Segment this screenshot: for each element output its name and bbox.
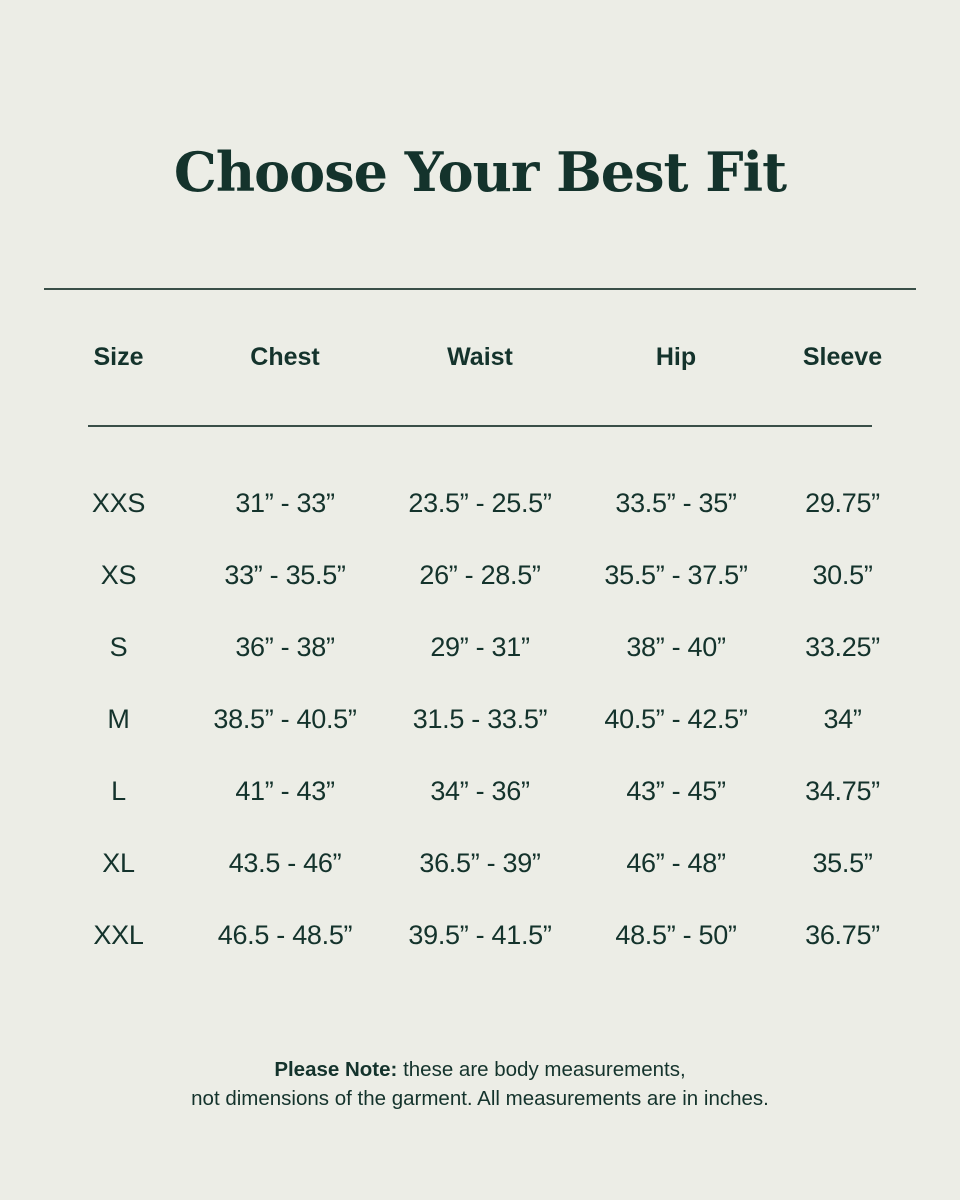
- cell-sleeve: 34”: [823, 703, 862, 734]
- column-header-hip: Hip: [655, 343, 697, 371]
- cell-hip: 35.5” - 37.5”: [604, 559, 748, 590]
- cell-chest: 46.5 - 48.5”: [217, 919, 353, 950]
- table-header-row: [44, 290, 916, 425]
- column-header-size: Size: [93, 343, 144, 371]
- table-row-xxs: [44, 467, 916, 539]
- cell-chest: 36” - 38”: [235, 631, 335, 662]
- cell-chest: 43.5 - 46”: [228, 847, 342, 878]
- column-header-sleeve: Sleeve: [802, 343, 883, 371]
- cell-sleeve: 36.75”: [805, 919, 880, 950]
- cell-sleeve: 30.5”: [812, 559, 873, 590]
- table-row-xs: [44, 539, 916, 611]
- cell-size: M: [107, 703, 130, 734]
- cell-waist: 34” - 36”: [430, 775, 530, 806]
- note-line-2: not dimensions of the garment. All measurements are in inches.: [191, 1087, 769, 1110]
- cell-chest: 41” - 43”: [235, 775, 335, 806]
- table-row-l: [44, 755, 916, 827]
- column-header-waist: Waist: [447, 343, 513, 371]
- table-body: [44, 427, 916, 971]
- size-table: [44, 290, 916, 971]
- cell-hip: 48.5” - 50”: [615, 919, 737, 950]
- cell-chest: 38.5” - 40.5”: [213, 703, 357, 734]
- cell-size: L: [111, 775, 126, 806]
- cell-sleeve: 33.25”: [805, 631, 880, 662]
- cell-size: XL: [102, 847, 135, 878]
- cell-size: XXL: [93, 919, 144, 950]
- column-header-chest: Chest: [250, 343, 320, 371]
- cell-sleeve: 34.75”: [805, 775, 880, 806]
- cell-waist: 31.5 - 33.5”: [412, 703, 548, 734]
- cell-waist: 23.5” - 25.5”: [408, 487, 552, 518]
- note-line-1-text: these are body measurements,: [397, 1058, 686, 1081]
- cell-waist: 36.5” - 39”: [419, 847, 541, 878]
- cell-hip: 38” - 40”: [626, 631, 726, 662]
- table-row-s: [44, 611, 916, 683]
- cell-sleeve: 35.5”: [812, 847, 873, 878]
- cell-size: XS: [100, 559, 137, 590]
- cell-sleeve: 29.75”: [805, 487, 880, 518]
- cell-chest: 33” - 35.5”: [224, 559, 346, 590]
- cell-chest: 31” - 33”: [235, 487, 335, 518]
- table-row-m: [44, 683, 916, 755]
- note-line-1: [0, 1055, 960, 1084]
- cell-hip: 40.5” - 42.5”: [604, 703, 748, 734]
- table-row-xxl: [44, 899, 916, 971]
- cell-hip: 46” - 48”: [626, 847, 726, 878]
- cell-size: S: [109, 631, 128, 662]
- cell-waist: 26” - 28.5”: [419, 559, 541, 590]
- cell-waist: 39.5” - 41.5”: [408, 919, 552, 950]
- measurement-note: [0, 1055, 960, 1113]
- cell-hip: 43” - 45”: [626, 775, 726, 806]
- cell-size: XXS: [91, 487, 146, 518]
- note-label: Please Note:: [274, 1058, 398, 1081]
- page-title: Choose Your Best Fit: [173, 140, 787, 204]
- cell-hip: 33.5” - 35”: [615, 487, 737, 518]
- cell-waist: 29” - 31”: [430, 631, 530, 662]
- table-row-xl: [44, 827, 916, 899]
